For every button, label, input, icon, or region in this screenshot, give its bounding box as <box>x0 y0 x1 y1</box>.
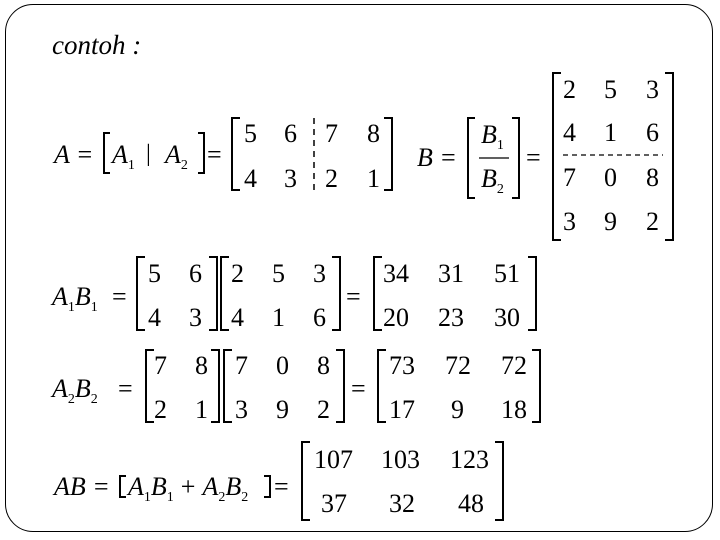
A2-m-0-0: 7 <box>154 351 167 380</box>
AB-m-1-2: 48 <box>458 489 484 518</box>
R2-m-0-1: 72 <box>445 351 471 380</box>
R1-m-0-0: 34 <box>383 259 409 288</box>
A-block-separator: | <box>146 141 151 167</box>
A1B1-equals-2: = <box>346 282 361 311</box>
B-m-3-1: 9 <box>604 207 617 236</box>
B2-m-0-1: 0 <box>276 351 289 380</box>
B1-m-0-0: 2 <box>231 259 244 288</box>
B1-m-1-1: 1 <box>272 303 285 332</box>
B-m-1-1: 1 <box>604 118 617 147</box>
R1-m-0-2: 51 <box>494 259 520 288</box>
A1B1-lhs: $A_1B_1$ <box>52 282 98 315</box>
matrix-R2-bracket-left <box>378 350 386 422</box>
matrix-AB-bracket-right <box>495 442 503 520</box>
A2B2-equals-2: = <box>351 374 366 403</box>
matrix-B1-bracket-right <box>332 257 340 330</box>
A-m-0-0: 5 <box>244 119 257 148</box>
A-m-1-1: 3 <box>284 164 297 193</box>
R1-m-1-2: 30 <box>494 303 520 332</box>
A-equals: = <box>207 140 222 169</box>
A-m-1-2: 2 <box>325 164 338 193</box>
AB-equals: = <box>274 472 289 501</box>
matrix-A-bracket-left <box>232 118 240 190</box>
A1B1-equals: = <box>112 282 127 311</box>
R1-m-1-1: 23 <box>438 303 464 332</box>
B2-m-0-0: 7 <box>235 351 248 380</box>
A1-m-0-1: 6 <box>189 259 202 288</box>
matrix-B2-bracket-left <box>224 350 232 422</box>
A-m-1-3: 1 <box>367 164 380 193</box>
B-m-2-1: 0 <box>604 163 617 192</box>
R2-m-0-0: 73 <box>389 351 415 380</box>
B-m-0-0: 2 <box>563 75 576 104</box>
B2-m-1-2: 2 <box>317 395 330 424</box>
B-lhs: B = <box>417 143 457 172</box>
AB-lhs: AB = <box>54 472 110 501</box>
matrix-B-bracket-right <box>665 73 673 240</box>
R2-m-1-2: 18 <box>501 395 527 424</box>
matrix-A1-bracket-left <box>137 257 145 330</box>
A1-m-1-1: 3 <box>189 303 202 332</box>
block-bracket-right <box>198 133 204 173</box>
A-lhs: A = <box>54 140 94 169</box>
A2B2-lhs: $A_2B_2$ <box>52 374 98 407</box>
B-m-1-0: 4 <box>563 118 576 147</box>
AB-m-0-0: 107 <box>314 445 353 474</box>
A-block-A2: $A_2$ <box>165 140 188 173</box>
A2-m-1-0: 2 <box>154 395 167 424</box>
A2B2-equals: = <box>118 374 133 403</box>
B2-m-0-2: 8 <box>317 351 330 380</box>
B-m-2-0: 7 <box>563 163 576 192</box>
block-AB-bracket-left <box>120 476 126 497</box>
A-m-1-0: 4 <box>244 164 257 193</box>
B-m-1-2: 6 <box>646 118 659 147</box>
B1-m-1-0: 4 <box>231 303 244 332</box>
B-m-0-1: 5 <box>604 75 617 104</box>
AB-m-0-2: 123 <box>450 445 489 474</box>
AB-block-expression: $A_1B_1 + A_2B_2$ <box>128 472 249 505</box>
A-m-0-2: 7 <box>325 119 338 148</box>
block-AB-bracket-right <box>264 476 270 497</box>
matrix-R2-bracket-right <box>532 350 540 422</box>
R2-m-0-2: 72 <box>501 351 527 380</box>
block-B-bracket-right <box>512 118 519 198</box>
matrix-B2-bracket-right <box>336 350 344 422</box>
A-m-0-1: 6 <box>284 119 297 148</box>
matrix-A-bracket-right <box>384 118 392 190</box>
B-m-0-2: 3 <box>646 75 659 104</box>
B1-m-1-2: 6 <box>313 303 326 332</box>
AB-m-0-1: 103 <box>381 445 420 474</box>
B-m-3-2: 2 <box>646 207 659 236</box>
matrix-R1-bracket-right <box>528 257 536 330</box>
AB-m-1-0: 37 <box>321 489 347 518</box>
matrix-AB-bracket-left <box>302 442 310 520</box>
block-B-bracket-left <box>468 118 475 198</box>
matrix-A2-bracket-right <box>211 350 219 422</box>
AB-m-1-1: 32 <box>389 489 415 518</box>
A1-m-1-0: 4 <box>148 303 161 332</box>
B2-m-1-1: 9 <box>276 395 289 424</box>
B-m-3-0: 3 <box>563 207 576 236</box>
B-block-B1: $B_1$ <box>481 120 504 153</box>
block-bracket-left <box>104 133 110 173</box>
R1-m-0-1: 31 <box>438 259 464 288</box>
heading: contoh : <box>52 30 142 60</box>
B-m-2-2: 8 <box>646 163 659 192</box>
B-block-B2: $B_2$ <box>481 164 504 197</box>
matrix-B1-bracket-left <box>221 257 229 330</box>
B-equals: = <box>526 143 541 172</box>
R2-m-1-0: 17 <box>389 395 415 424</box>
R1-m-1-0: 20 <box>383 303 409 332</box>
A1-m-0-0: 5 <box>148 259 161 288</box>
matrix-B-bracket-left <box>553 73 561 240</box>
matrix-A2-bracket-left <box>146 350 154 422</box>
A-block-A1: $A_1$ <box>112 140 135 173</box>
matrix-A1-bracket-right <box>209 257 217 330</box>
R2-m-1-1: 9 <box>451 395 464 424</box>
A2-m-0-1: 8 <box>195 351 208 380</box>
A2-m-1-1: 1 <box>195 395 208 424</box>
B1-m-0-1: 5 <box>272 259 285 288</box>
B1-m-0-2: 3 <box>313 259 326 288</box>
matrix-R1-bracket-left <box>374 257 382 330</box>
B2-m-1-0: 3 <box>235 395 248 424</box>
A-m-0-3: 8 <box>367 119 380 148</box>
